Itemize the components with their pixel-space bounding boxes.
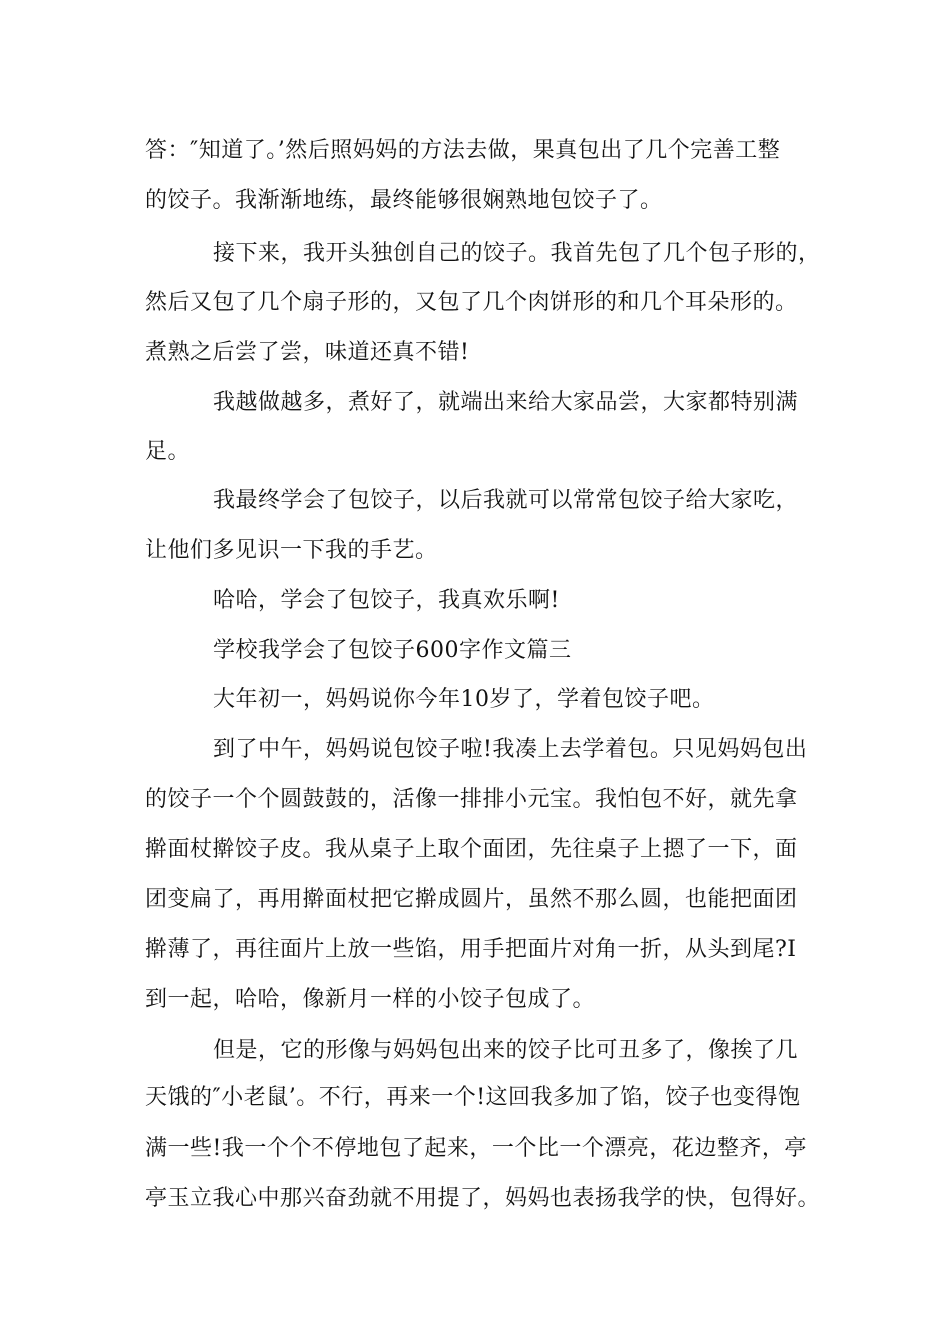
text-line: 哈哈，学会了包饺子，我真欢乐啊!: [213, 588, 560, 613]
text-line: 我最终学会了包饺子，以后我就可以常常包饺子给大家吃，: [213, 488, 799, 513]
text-line: 擀面杖擀饺子皮。我从桌子上取个面团，先往桌子上摁了一下，面: [145, 837, 798, 862]
text-line: 接下来，我开头独创自己的饺子。我首先包了几个包子形的，: [213, 241, 821, 266]
text-line: 擀薄了，再往面片上放一些馅，用手把面片对角一折，从头到尾?I: [145, 937, 797, 962]
text-line: 团变扁了，再用擀面杖把它擀成圆片，虽然不那么圆，也能把面团: [145, 887, 798, 912]
text-line: 的饺子一个个圆鼓鼓的，活像一排排小元宝。我怕包不好，就先拿: [145, 787, 798, 812]
text-line: 大年初一，妈妈说你今年10岁了，学着包饺子吧。: [213, 687, 715, 712]
text-line: 到一起，哈哈，像新月一样的小饺子包成了。: [145, 987, 596, 1012]
text-line: 煮熟之后尝了尝，味道还真不错!: [145, 340, 470, 365]
section-heading: 学校我学会了包饺子600字作文篇三: [213, 638, 572, 663]
text-line: 的饺子。我渐渐地练，最终能够很娴熟地包饺子了。: [145, 188, 663, 213]
text-line: 让他们多见识一下我的手艺。: [145, 538, 438, 563]
text-line: 答：″知道了。’然后照妈妈的方法去做，果真包出了几个完善工整: [145, 138, 781, 163]
text-line: 满一些!我一个个不停地包了起来，一个比一个漂亮，花边整齐，亭: [145, 1136, 807, 1161]
text-line: 到了中午，妈妈说包饺子啦!我凑上去学着包。只见妈妈包出: [213, 737, 808, 762]
text-line: 亭玉立我心中那兴奋劲就不用提了，妈妈也表扬我学的快，包得好。: [145, 1186, 821, 1211]
text-line: 但是，它的形像与妈妈包出来的饺子比可丑多了，像挨了几: [213, 1038, 799, 1063]
text-line: 足。: [145, 439, 191, 464]
text-line: 天饿的″小老鼠’。不行，再来一个!这回我多加了馅，饺子也变得饱: [145, 1085, 801, 1110]
text-line: 然后又包了几个扇子形的，又包了几个肉饼形的和几个耳朵形的。: [145, 290, 798, 315]
text-line: 我越做越多，煮好了，就端出来给大家品尝，大家都特别满: [213, 390, 799, 415]
